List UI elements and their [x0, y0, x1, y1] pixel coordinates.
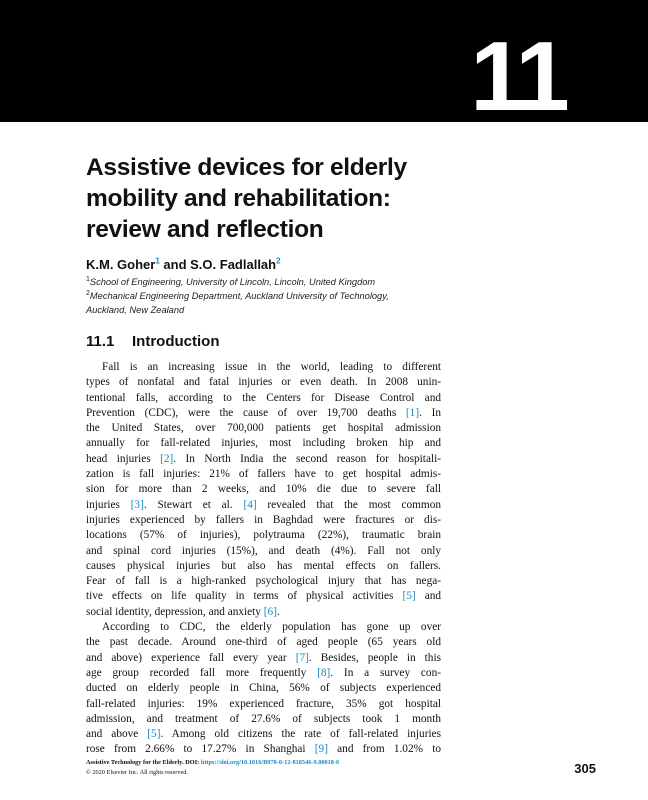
affiliation-number: 2: [86, 289, 90, 297]
text-line: rose from 2.66% to 17.27% in Shanghai [9] and from 1.02% to: [86, 743, 441, 756]
text-line: locations (57% of injuries), polytrauma (22%), traumatic brain: [86, 529, 441, 542]
text-line: Prevention (CDC), were the cause of over 19,700 deaths [1]. In: [86, 406, 442, 419]
affiliation-text: Mechanical Engineering Department, Auckland University of Technology,: [89, 291, 389, 301]
title-line: Assistive devices for elderly: [86, 154, 407, 181]
citation-link[interactable]: [3]: [130, 498, 144, 511]
doi-label: DOI:: [183, 759, 201, 766]
citation-link[interactable]: [5]: [147, 728, 161, 741]
affiliation-marker[interactable]: 2: [276, 256, 281, 266]
text-line: head injuries [2]. In North India the second reason for hospitali-: [86, 452, 441, 465]
text-line: sion for more than 2 weeks, and 10% die due to severe fall: [86, 483, 441, 496]
text-line: injuries [3]. Stewart et al. [4] revealed that the most common: [86, 498, 442, 511]
text-line: tive effects on life quality in terms of physical activities [5] and: [86, 590, 442, 603]
doi-link[interactable]: https://doi.org/10.1016/B978-0-12-818546-9.00018-6: [200, 759, 340, 766]
affiliation-marker[interactable]: 1: [155, 256, 160, 266]
text-line: ducted on elderly people in China, 56% of subjects experienced: [86, 682, 441, 695]
text-line: fall-related injuries: 19% experienced fracture, 35% got hospital: [86, 697, 441, 710]
copyright-notice: © 2020 Elsevier Inc. All rights reserved.: [86, 769, 189, 776]
page-number: 305: [574, 761, 596, 776]
citation-link[interactable]: [2]: [160, 452, 174, 465]
text-line: age group recorded fall more frequently [8]. In a survey con-: [86, 666, 441, 679]
text-line: the past decade. Around one-third of aged people (65 years old: [86, 636, 441, 649]
text-line: and above [5]. Among old citizens the rate of fall-related injuries: [86, 728, 442, 741]
citation-link[interactable]: [8]: [317, 666, 331, 679]
chapter-number: 11: [470, 21, 566, 131]
author-name: S.O. Fadlallah: [190, 257, 277, 272]
text-line: tentional falls, according to the Centers for Disease Control and: [86, 391, 441, 404]
text-line: injuries experienced by fallers in Baghdad were fractures or dis-: [86, 513, 441, 526]
citation-link[interactable]: [4]: [243, 498, 257, 511]
page-footer: [86, 758, 339, 778]
text-line: the United States, over 700,000 patients get hospital admission: [86, 422, 441, 435]
body-text: [86, 360, 441, 758]
citation-link[interactable]: [7]: [295, 651, 309, 664]
text-line: Fear of fall is a high-ranked psychological injury that has nega-: [86, 575, 441, 588]
title-line: mobility and rehabilitation:: [86, 185, 391, 212]
text-line: types of nonfatal and fatal injuries or even death. In 2008 unin-: [86, 376, 441, 389]
affiliation-number: 1: [86, 275, 90, 283]
affiliation-text: School of Engineering, University of Lincoln, Lincoln, United Kingdom: [89, 277, 376, 287]
affiliation-2: [86, 289, 446, 317]
citation-link[interactable]: [5]: [402, 590, 416, 603]
text-line: causes physical injuries but also has mental effects on fallers.: [86, 559, 441, 572]
text-line: annually for fall-related injuries, most including broken hip and: [86, 437, 441, 450]
text-line: social identity, depression, and anxiety [6].: [86, 605, 280, 618]
text-line: According to CDC, the elderly population has gone up over: [102, 621, 441, 634]
title-line: review and reflection: [86, 216, 324, 243]
text-line: admission, and treatment of 27.6% of subjects took 1 month: [86, 712, 441, 725]
citation-link[interactable]: [1]: [405, 406, 420, 419]
text-line: zation is fall injuries: 21% of fallers have to get hospital admis-: [86, 468, 441, 481]
footer-citation: [86, 758, 339, 768]
author-list: [86, 257, 281, 272]
affiliation-text: Auckland, New Zealand: [86, 305, 185, 315]
author-joiner: and: [159, 257, 191, 272]
section-title: Introduction: [132, 333, 220, 350]
text-line: and spinal cord injuries (15%), and death (4%). Fall not only: [86, 544, 441, 557]
book-title: Assistive Technology for the Elderly.: [86, 759, 184, 766]
affiliation-1: [86, 275, 446, 289]
section-heading: [86, 333, 219, 350]
citation-link[interactable]: [9]: [314, 743, 328, 756]
text-line: and above) experience fall every year [7]. Besides, people in this: [86, 651, 441, 664]
author-name: K.M. Goher: [86, 257, 156, 272]
citation-link[interactable]: [6]: [263, 605, 277, 618]
section-number: 11.1: [86, 333, 115, 350]
text-line: Fall is an increasing issue in the world, leading to different: [102, 361, 441, 373]
chapter-title: [86, 152, 466, 245]
